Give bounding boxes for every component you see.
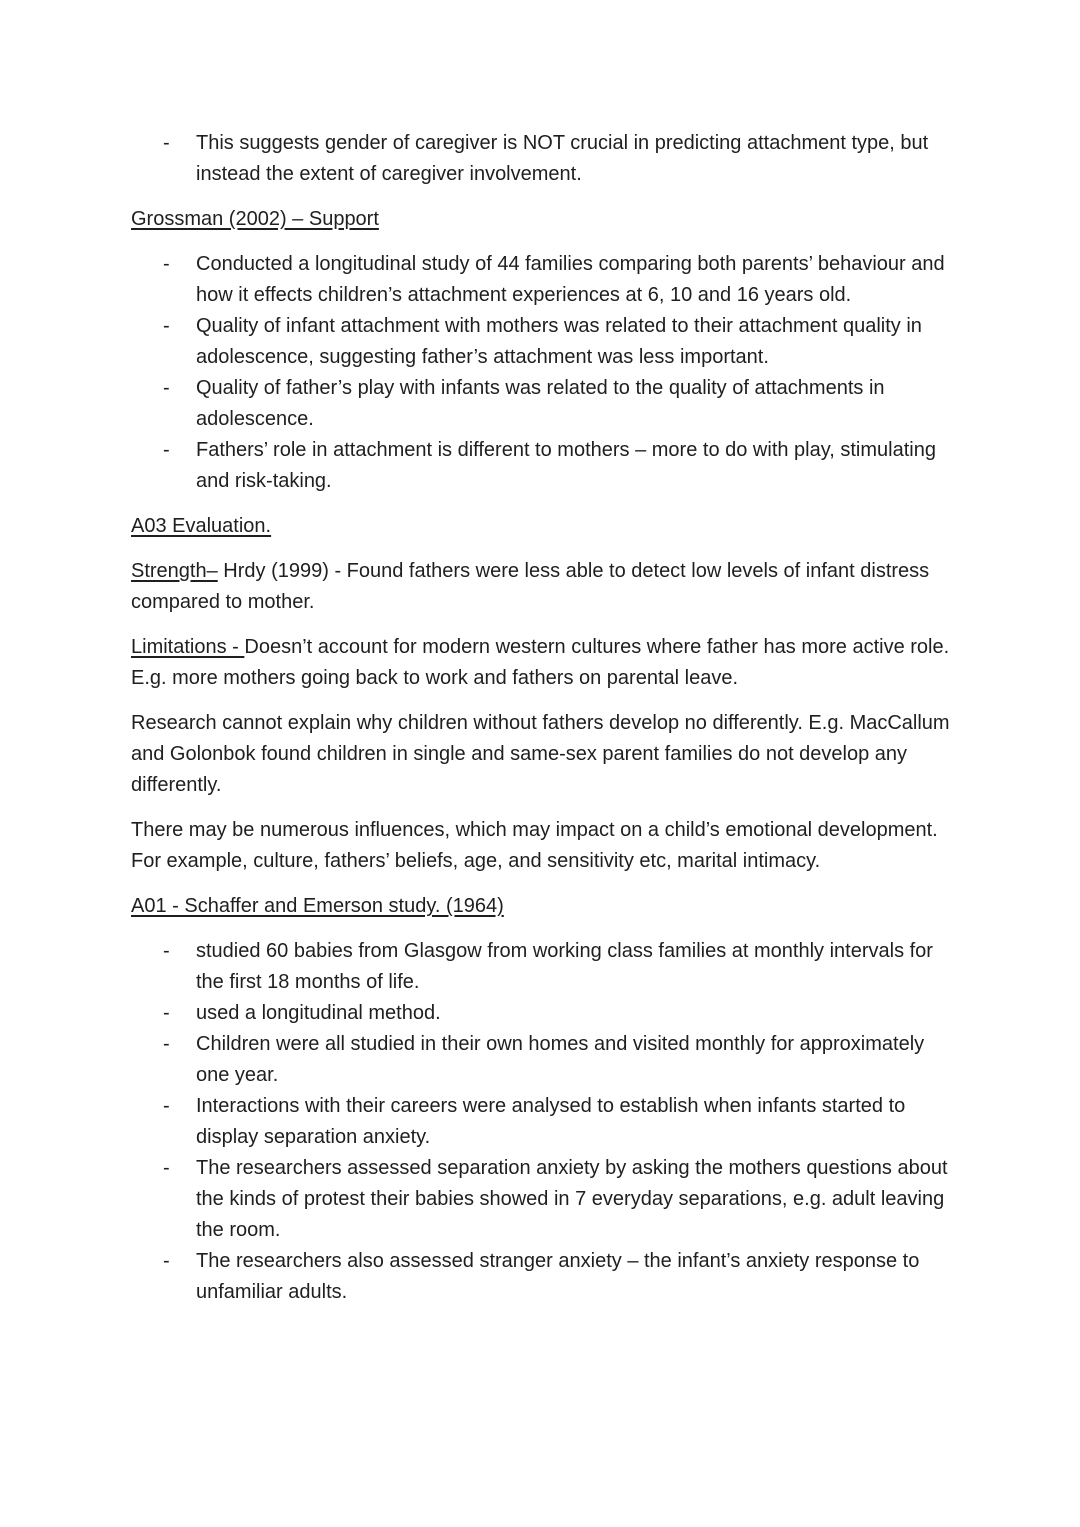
bullet-text: used a longitudinal method. (196, 1002, 441, 1024)
strength-text: Hrdy (1999) - Found fathers were less able to detect low levels of infant distress compared to mother. (131, 560, 930, 613)
list-item (131, 998, 960, 1029)
schaffer-bullet-list (131, 936, 960, 1308)
bullet-text: Quality of father’s play with infants was related to the quality of attachments in adolescence. (196, 377, 885, 430)
bullet-dash: - (163, 315, 170, 337)
bullet-text: The researchers assessed separation anxiety by asking the mothers questions about the kinds of protest their babies showed in 7 everyday separations, e.g. adult leaving the room. (196, 1157, 948, 1241)
list-item (131, 1029, 960, 1091)
list-item (131, 435, 960, 497)
bullet-dash: - (163, 132, 170, 154)
limitations-paragraph (131, 632, 960, 694)
limitations-label: Limitations - (131, 636, 245, 658)
bullet-dash: - (163, 253, 170, 275)
evaluation-heading: A03 Evaluation. (131, 515, 272, 537)
limitations-text: Doesn’t account for modern western cultures where father has more active role. E.g. more mothers going back to work and fathers on parental leave. (131, 636, 950, 689)
bullet-dash: - (163, 940, 170, 962)
bullet-dash: - (163, 1002, 170, 1024)
bullet-dash: - (163, 439, 170, 461)
bullet-text: Interactions with their careers were analysed to establish when infants started to display separation anxiety. (196, 1095, 906, 1148)
bullet-text: studied 60 babies from Glasgow from working class families at monthly intervals for the first 18 months of life. (196, 940, 933, 993)
bullet-text: This suggests gender of caregiver is NOT crucial in predicting attachment type, but instead the extent of caregiver involvement. (196, 132, 929, 185)
bullet-dash: - (163, 1157, 170, 1179)
list-item (131, 1246, 960, 1308)
bullet-text: The researchers also assessed stranger anxiety – the infant’s anxiety response to unfamiliar adults. (196, 1250, 920, 1303)
bullet-text: Quality of infant attachment with mothers was related to their attachment quality in adolescence, suggesting father’s attachment was less important. (196, 315, 922, 368)
research-paragraph: Research cannot explain why children without fathers develop no differently. E.g. MacCallum and Golonbok found children in single and same-sex parent families do not develop any differently. (131, 712, 950, 796)
list-item (131, 311, 960, 373)
list-item (131, 1091, 960, 1153)
schaffer-heading: A01 - Schaffer and Emerson study. (1964) (131, 895, 504, 917)
list-item (131, 128, 960, 190)
list-item (131, 373, 960, 435)
intro-bullet-list (131, 128, 960, 190)
bullet-dash: - (163, 1033, 170, 1055)
bullet-dash: - (163, 1250, 170, 1272)
bullet-dash: - (163, 1095, 170, 1117)
bullet-text: Children were all studied in their own homes and visited monthly for approximately one year. (196, 1033, 925, 1086)
list-item (131, 249, 960, 311)
list-item (131, 1153, 960, 1246)
bullet-text: Fathers’ role in attachment is different to mothers – more to do with play, stimulating and risk-taking. (196, 439, 936, 492)
grossman-bullet-list (131, 249, 960, 497)
grossman-heading: Grossman (2002) – Support (131, 208, 379, 230)
strength-paragraph (131, 556, 960, 618)
bullet-dash: - (163, 377, 170, 399)
list-item (131, 936, 960, 998)
influences-paragraph: There may be numerous influences, which may impact on a child’s emotional development. For example, culture, fathers’ beliefs, age, and sensitivity etc, marital intimacy. (131, 819, 938, 872)
bullet-text: Conducted a longitudinal study of 44 families comparing both parents’ behaviour and how it effects children’s attachment experiences at 6, 10 and 16 years old. (196, 253, 945, 306)
strength-label: Strength– (131, 560, 218, 582)
